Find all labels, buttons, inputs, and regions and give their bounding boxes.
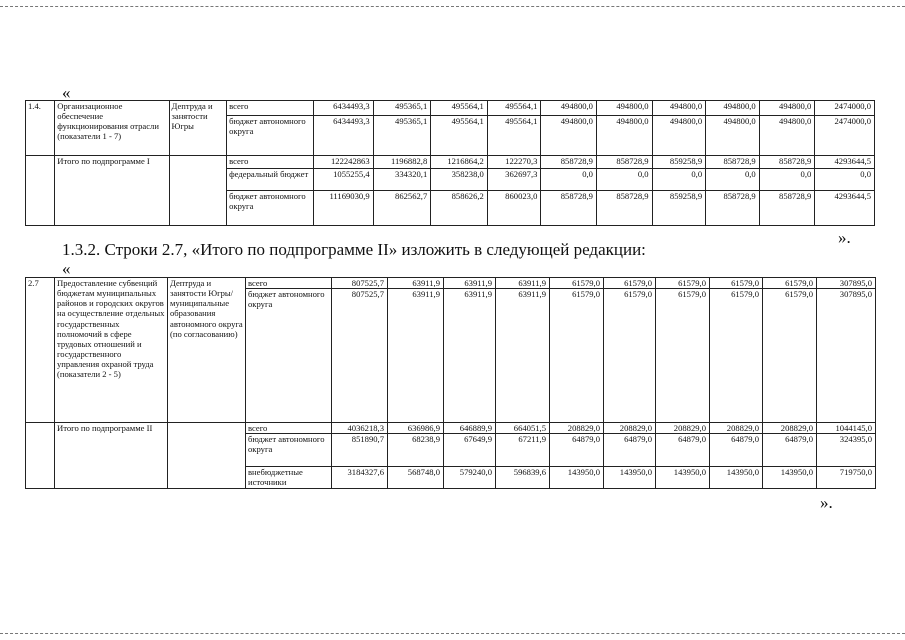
value-cell: 646889,9 [444, 423, 496, 434]
value-cell: 307895,0 [817, 278, 876, 289]
value-cell: 143950,0 [710, 467, 763, 489]
value-cell: 2474000,0 [815, 101, 875, 116]
value-cell: 0,0 [759, 169, 815, 191]
value-cell: 61579,0 [656, 278, 710, 289]
value-cell: 495365,1 [373, 116, 431, 156]
value-cell: 860023,0 [487, 191, 541, 226]
value-cell: 494800,0 [759, 101, 815, 116]
value-cell: 1044145,0 [817, 423, 876, 434]
value-cell: 143950,0 [656, 467, 710, 489]
value-cell: 862562,7 [373, 191, 431, 226]
value-cell: 63911,9 [388, 278, 444, 289]
value-cell: 4293644,5 [815, 191, 875, 226]
funding-source: всего [227, 101, 314, 116]
value-cell: 858728,9 [706, 191, 760, 226]
value-cell: 807525,7 [332, 289, 388, 423]
value-cell: 0,0 [596, 169, 652, 191]
value-cell: 495564,1 [487, 101, 541, 116]
value-cell: 6434493,3 [314, 101, 374, 116]
value-cell: 494800,0 [759, 116, 815, 156]
value-cell: 859258,9 [652, 191, 706, 226]
event-name: Организационное обеспечение функционирования отрасли (показатели 1 - 7) [55, 101, 169, 156]
subprogram-1-table [25, 100, 875, 226]
funding-source: всего [246, 278, 332, 289]
funding-source: внебюджетные источники [246, 467, 332, 489]
close-quote-1: ». [838, 228, 851, 247]
funding-source: всего [246, 423, 332, 434]
funding-source: бюджет автономного округа [227, 116, 314, 156]
value-cell: 61579,0 [550, 278, 604, 289]
value-cell: 494800,0 [541, 116, 597, 156]
value-cell: 208829,0 [710, 423, 763, 434]
value-cell: 64879,0 [604, 434, 656, 467]
value-cell: 719750,0 [817, 467, 876, 489]
value-cell: 494800,0 [652, 116, 706, 156]
value-cell: 579240,0 [444, 467, 496, 489]
value-cell: 3184327,6 [332, 467, 388, 489]
subtotal-label: Итого по подпрограмме I [55, 156, 169, 226]
value-cell: 0,0 [815, 169, 875, 191]
value-cell: 63911,9 [388, 289, 444, 423]
executor: Дептруда и занятости Югры [169, 101, 227, 156]
value-cell: 61579,0 [656, 289, 710, 423]
value-cell: 494800,0 [596, 101, 652, 116]
value-cell: 122242863 [314, 156, 374, 169]
value-cell: 858728,9 [541, 156, 597, 169]
value-cell: 64879,0 [763, 434, 817, 467]
subtotal-label: Итого по подпрограмме II [55, 423, 168, 489]
value-cell: 362697,3 [487, 169, 541, 191]
value-cell: 143950,0 [763, 467, 817, 489]
value-cell: 495564,1 [431, 101, 488, 116]
value-cell: 596839,6 [496, 467, 550, 489]
row-number: 2.7 [26, 278, 55, 423]
value-cell: 858728,9 [759, 156, 815, 169]
value-cell: 208829,0 [604, 423, 656, 434]
value-cell: 208829,0 [550, 423, 604, 434]
value-cell: 858728,9 [596, 156, 652, 169]
value-cell: 324395,0 [817, 434, 876, 467]
value-cell: 67649,9 [444, 434, 496, 467]
value-cell: 61579,0 [604, 289, 656, 423]
value-cell: 568748,0 [388, 467, 444, 489]
value-cell: 63911,9 [444, 289, 496, 423]
value-cell: 494800,0 [706, 101, 760, 116]
funding-source: федеральный бюджет [227, 169, 314, 191]
table-row [26, 278, 876, 289]
event-name: Предоставление субвенций бюджетам муниципальных районов и городских округов на осуществление отдельных государственных полномочий в сфере трудовых отношений и государственного управления охраной труда (показатели 2 - 5) [55, 278, 168, 423]
value-cell: 61579,0 [604, 278, 656, 289]
value-cell: 494800,0 [652, 101, 706, 116]
value-cell: 67211,9 [496, 434, 550, 467]
value-cell: 64879,0 [550, 434, 604, 467]
table-row [26, 423, 876, 434]
section-heading: 1.3.2. Строки 2.7, «Итого по подпрограмме II» изложить в следующей редакции: [62, 240, 646, 259]
funding-source: бюджет автономного округа [227, 191, 314, 226]
value-cell: 143950,0 [550, 467, 604, 489]
value-cell: 334320,1 [373, 169, 431, 191]
open-quote-1: « [62, 83, 71, 102]
value-cell: 11169030,9 [314, 191, 374, 226]
value-cell: 664051,5 [496, 423, 550, 434]
value-cell: 122270,3 [487, 156, 541, 169]
value-cell: 208829,0 [763, 423, 817, 434]
table-row [26, 156, 875, 169]
row-number: 1.4. [26, 101, 55, 156]
value-cell: 494800,0 [706, 116, 760, 156]
value-cell: 64879,0 [656, 434, 710, 467]
close-quote-2: ». [820, 493, 833, 512]
value-cell: 0,0 [541, 169, 597, 191]
value-cell: 143950,0 [604, 467, 656, 489]
value-cell: 68238,9 [388, 434, 444, 467]
value-cell: 208829,0 [656, 423, 710, 434]
value-cell: 1196882,8 [373, 156, 431, 169]
value-cell: 61579,0 [550, 289, 604, 423]
executor [169, 156, 227, 226]
subprogram-2-table [25, 277, 876, 489]
value-cell: 6434493,3 [314, 116, 374, 156]
value-cell: 858728,9 [759, 191, 815, 226]
value-cell: 61579,0 [763, 289, 817, 423]
row-number [26, 423, 55, 489]
value-cell: 0,0 [652, 169, 706, 191]
value-cell: 858728,9 [541, 191, 597, 226]
value-cell: 63911,9 [496, 278, 550, 289]
value-cell: 61579,0 [763, 278, 817, 289]
value-cell: 858728,9 [706, 156, 760, 169]
value-cell: 2474000,0 [815, 116, 875, 156]
row-number [26, 156, 55, 226]
value-cell: 494800,0 [541, 101, 597, 116]
value-cell: 1216864,2 [431, 156, 488, 169]
table-row [26, 101, 875, 116]
value-cell: 859258,9 [652, 156, 706, 169]
scan-edge-top [0, 6, 905, 7]
value-cell: 4036218,3 [332, 423, 388, 434]
open-quote-2: « [62, 259, 71, 278]
value-cell: 494800,0 [596, 116, 652, 156]
value-cell: 307895,0 [817, 289, 876, 423]
scan-edge-bottom [0, 633, 905, 634]
value-cell: 495564,1 [431, 116, 488, 156]
value-cell: 851890,7 [332, 434, 388, 467]
value-cell: 1055255,4 [314, 169, 374, 191]
value-cell: 807525,7 [332, 278, 388, 289]
funding-source: бюджет автономного округа [246, 289, 332, 423]
value-cell: 358238,0 [431, 169, 488, 191]
value-cell: 63911,9 [496, 289, 550, 423]
funding-source: всего [227, 156, 314, 169]
funding-source: бюджет автономного округа [246, 434, 332, 467]
value-cell: 63911,9 [444, 278, 496, 289]
executor [168, 423, 246, 489]
value-cell: 495365,1 [373, 101, 431, 116]
value-cell: 858626,2 [431, 191, 488, 226]
value-cell: 0,0 [706, 169, 760, 191]
value-cell: 636986,9 [388, 423, 444, 434]
value-cell: 61579,0 [710, 289, 763, 423]
executor: Дептруда и занятости Югры/муниципальные образования автономного округа (по согласованию) [168, 278, 246, 423]
value-cell: 61579,0 [710, 278, 763, 289]
value-cell: 64879,0 [710, 434, 763, 467]
value-cell: 858728,9 [596, 191, 652, 226]
value-cell: 495564,1 [487, 116, 541, 156]
value-cell: 4293644,5 [815, 156, 875, 169]
